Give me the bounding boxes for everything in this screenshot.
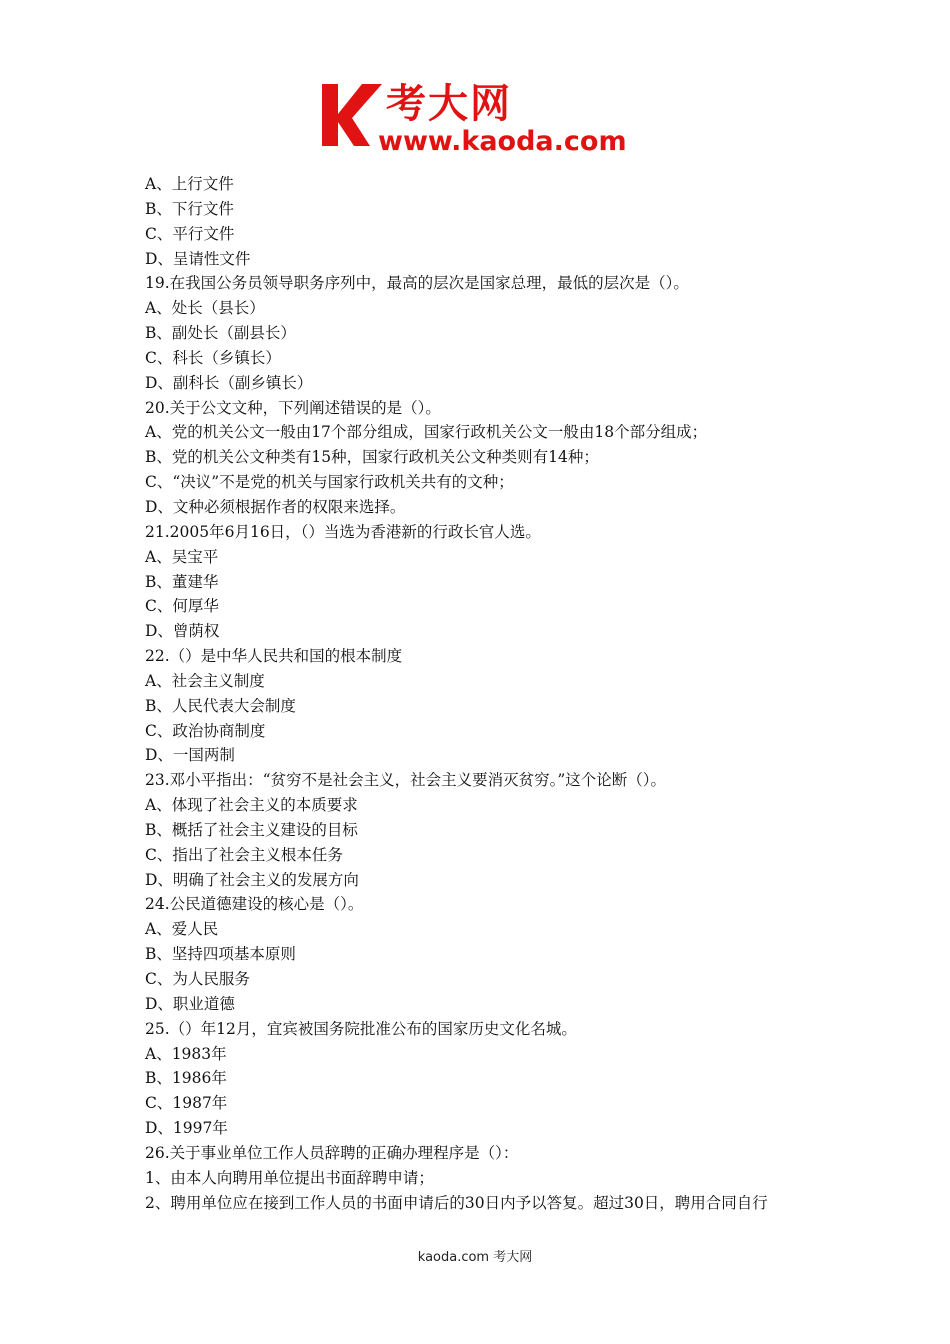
text-line: D、副科长（副乡镇长）: [145, 373, 313, 392]
text-line: A、党的机关公文一般由17个部分组成，国家行政机关公文一般由18个部分组成；: [145, 423, 708, 442]
text-line: C、何厚华: [145, 597, 219, 616]
page-footer: kaoda.com 考大网: [417, 1250, 533, 1265]
text-line: 1、由本人向聘用单位提出书面辞聘申请；: [145, 1168, 434, 1187]
text-line: C、科长（乡镇长）: [145, 348, 281, 367]
text-line: A、爱人民: [145, 920, 219, 939]
text-line: A、吴宝平: [145, 547, 219, 566]
text-line: D、职业道德: [145, 994, 235, 1013]
text-line: 21.2005年6月16日，（）当选为香港新的行政长官人选。: [145, 522, 541, 541]
text-line: 19.在我国公务员领导职务序列中，最高的层次是国家总理，最低的层次是（）。: [145, 274, 689, 293]
brand-url: www.kaoda.com: [378, 126, 627, 157]
document-body: [145, 172, 845, 1215]
text-line: 2、聘用单位应在接到工作人员的书面申请后的30日内予以答复。超过30日，聘用合同自行: [145, 1193, 768, 1212]
text-line: A、社会主义制度: [145, 671, 265, 690]
text-line: B、1986年: [145, 1069, 227, 1088]
brand-name-cn: 考大网: [386, 81, 512, 127]
text-line: 26.关于事业单位工作人员辞聘的正确办理程序是（）：: [145, 1143, 519, 1162]
text-line: B、党的机关公文种类有15种，国家行政机关公文种类则有14种；: [145, 448, 599, 467]
text-line: 20.关于公文文种，下列阐述错误的是（）。: [145, 398, 441, 417]
text-line: C、平行文件: [145, 224, 235, 243]
text-line: B、副处长（副县长）: [145, 324, 296, 343]
text-line: D、一国两制: [145, 746, 235, 765]
text-line: B、董建华: [145, 572, 219, 591]
site-logo: [318, 78, 648, 160]
text-line: D、明确了社会主义的发展方向: [145, 870, 359, 889]
text-line: 24.公民道德建设的核心是（）。: [145, 895, 364, 914]
text-line: D、呈请性文件: [145, 249, 251, 268]
text-line: B、坚持四项基本原则: [145, 945, 296, 964]
text-line: B、下行文件: [145, 199, 234, 218]
text-line: D、1997年: [145, 1119, 228, 1138]
text-line: A、上行文件: [145, 175, 234, 193]
text-line: 25.（）年12月，宜宾被国务院批准公布的国家历史文化名城。: [145, 1019, 577, 1038]
text-line: C、“决议”不是党的机关与国家行政机关共有的文种；: [145, 473, 514, 492]
text-line: A、1983年: [145, 1044, 227, 1063]
text-line: A、体现了社会主义的本质要求: [145, 796, 358, 815]
text-line: D、曾荫权: [145, 622, 220, 641]
text-line: C、1987年: [145, 1094, 228, 1113]
text-line: 22.（）是中华人民共和国的根本制度: [145, 647, 403, 666]
text-line: C、指出了社会主义根本任务: [145, 845, 343, 864]
text-line: C、政治协商制度: [145, 721, 266, 740]
text-line: C、为人民服务: [145, 970, 250, 988]
text-line: B、人民代表大会制度: [145, 696, 296, 715]
text-line: 23.邓小平指出：“贫穷不是社会主义，社会主义要消灭贫穷。”这个论断（）。: [145, 771, 667, 790]
text-line: B、概括了社会主义建设的目标: [145, 820, 358, 839]
text-line: A、处长（县长）: [145, 299, 265, 318]
text-line: D、文种必须根据作者的权限来选择。: [145, 497, 406, 516]
